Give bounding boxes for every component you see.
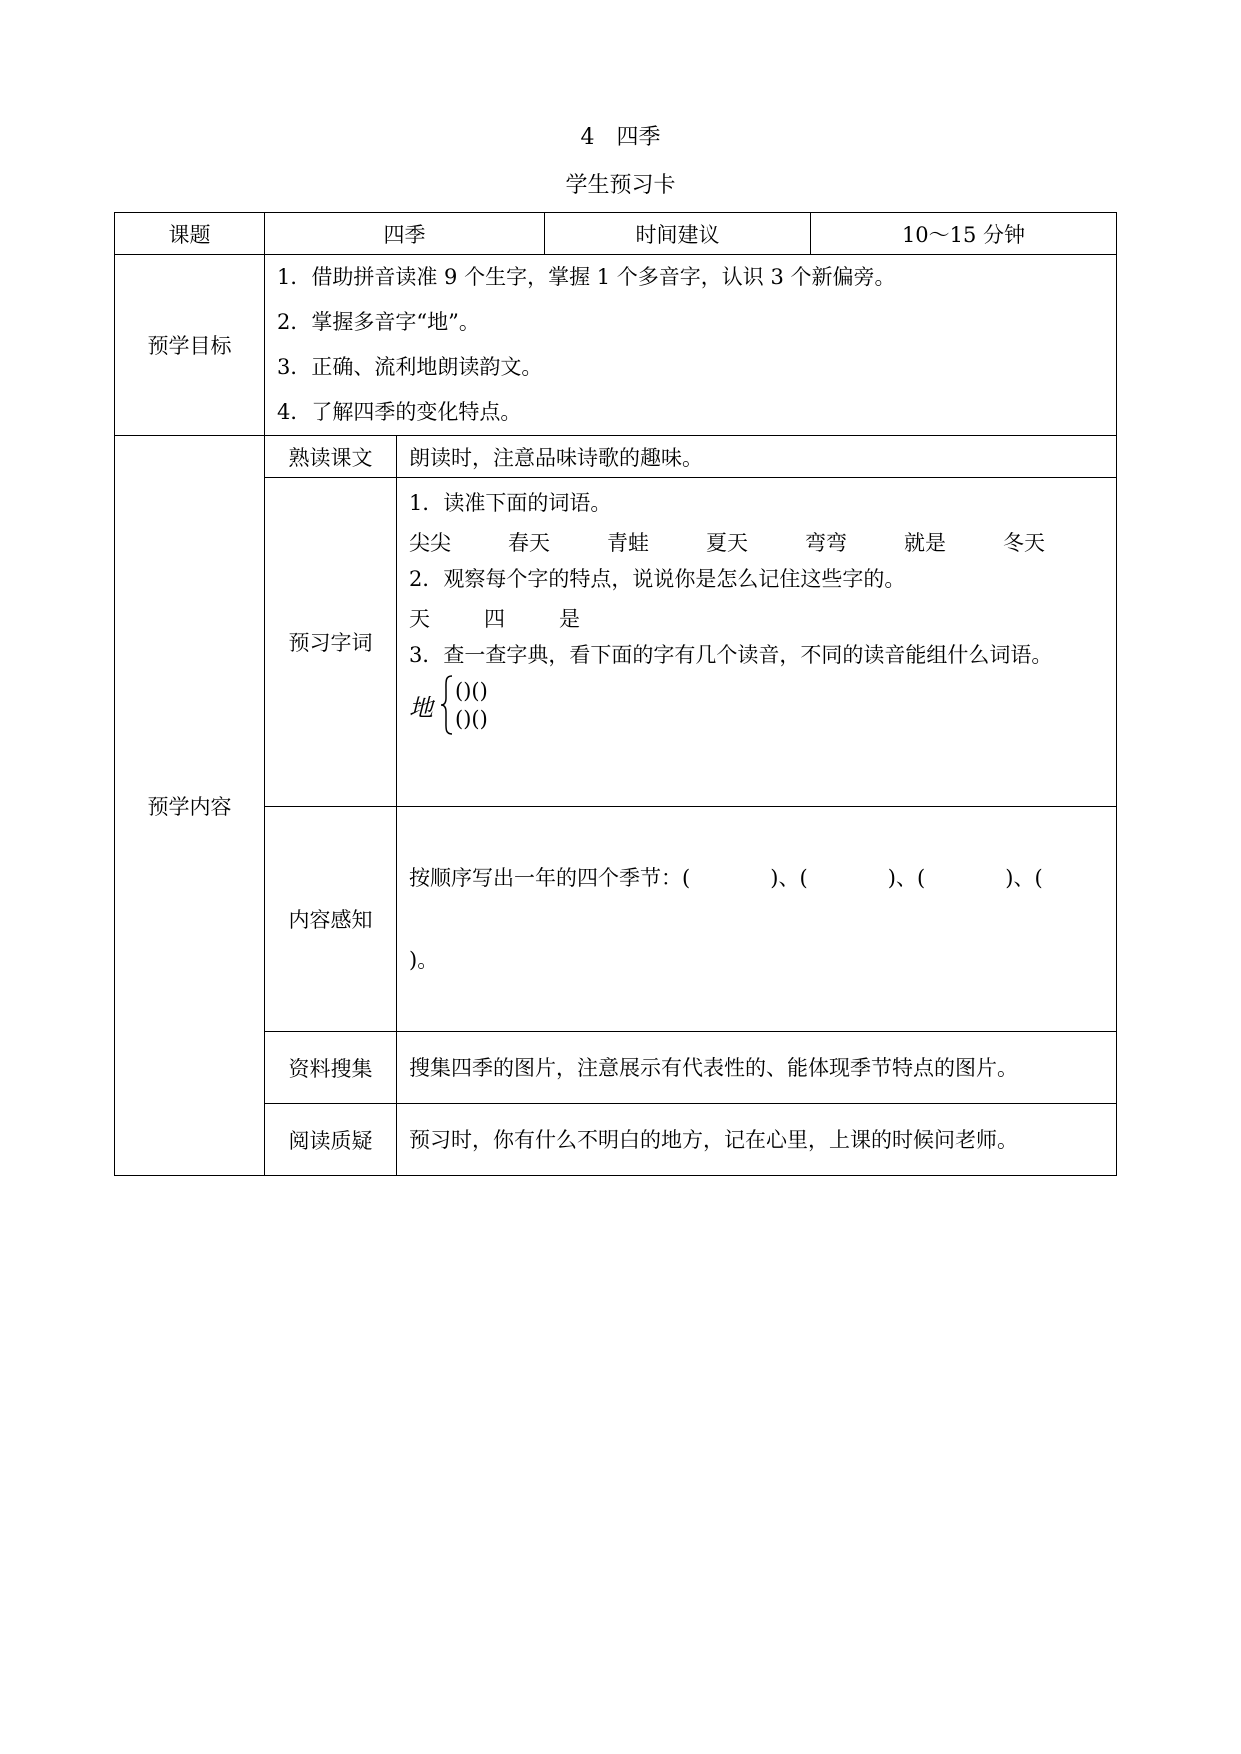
vocab-row [115, 478, 1117, 807]
perception-row [115, 807, 1117, 1032]
vocab-word-list [409, 528, 1104, 558]
preview-card-table [114, 212, 1117, 1176]
goals-label: 预学目标 [115, 255, 265, 436]
collect-label: 资料搜集 [265, 1032, 397, 1104]
vocab-word: 春天 [508, 531, 550, 555]
vocab-task-3: 3．查一查字典，看下面的字有几个读音，不同的读音能组什么词语。 [409, 643, 1053, 667]
vocab-label: 预习字词 [265, 478, 397, 807]
collect-cell [397, 1032, 1117, 1104]
topic-label: 课题 [115, 213, 265, 255]
question-cell [397, 1104, 1117, 1176]
polyphone-block [409, 674, 1104, 736]
goals-cell [265, 255, 1117, 436]
goals-row [115, 255, 1117, 436]
lesson-title [0, 120, 1241, 151]
collect-text: 搜集四季的图片，注意展示有代表性的、能体现季节特点的图片。 [409, 1055, 1018, 1080]
collect-row [115, 1032, 1117, 1104]
time-value: 10～15 分钟 [811, 213, 1117, 255]
char-list [409, 604, 1104, 634]
goal-item: 4．了解四季的变化特点。 [277, 400, 522, 424]
vocab-word: 夏天 [706, 531, 748, 555]
header-row [115, 213, 1117, 255]
question-text: 预习时，你有什么不明白的地方，记在心里，上课的时候问老师。 [409, 1127, 1018, 1152]
vocab-word: 青蛙 [607, 531, 649, 555]
lesson-number: 4 [580, 125, 595, 150]
left-brace-icon [439, 674, 455, 736]
vocab-word: 就是 [904, 531, 946, 555]
vocab-task-1: 1．读准下面的词语。 [409, 491, 612, 515]
reading-text: 朗读时，注意品味诗歌的趣味。 [397, 436, 1117, 478]
perception-text-2: )。 [409, 948, 439, 972]
polyphone-row: ()() [455, 707, 488, 731]
topic-value: 四季 [265, 213, 545, 255]
card-title: 学生预习卡 [565, 173, 676, 198]
lesson-name: 四季 [616, 125, 661, 150]
reading-row [115, 436, 1117, 478]
polyphone-char: 地 [409, 693, 433, 722]
vocab-word: 弯弯 [805, 531, 847, 555]
perception-label: 内容感知 [265, 807, 397, 1032]
vocab-cell [397, 478, 1117, 807]
question-label: 阅读质疑 [265, 1104, 397, 1176]
char-item: 四 [484, 607, 505, 631]
vocab-word: 冬天 [1003, 531, 1045, 555]
goal-item: 2．掌握多音字“地”。 [277, 310, 480, 334]
polyphone-row: ()() [455, 679, 488, 703]
vocab-word: 尖尖 [409, 531, 451, 555]
goal-item: 1．借助拼音读准 9 个生字，掌握 1 个多音字，认识 3 个新偏旁。 [277, 265, 896, 289]
vocab-task-2: 2．观察每个字的特点，说说你是怎么记住这些字的。 [409, 567, 906, 591]
char-item: 是 [559, 607, 580, 631]
char-item: 天 [409, 607, 430, 631]
content-label: 预学内容 [115, 436, 265, 1176]
reading-label: 熟读课文 [265, 436, 397, 478]
question-row [115, 1104, 1117, 1176]
perception-text-1: 按顺序写出一年的四个季节：( )、( )、( )、( [409, 866, 1043, 890]
perception-cell [397, 807, 1117, 1032]
goal-item: 3．正确、流利地朗读韵文。 [277, 355, 543, 379]
polyphone-rows [455, 677, 488, 733]
time-label: 时间建议 [545, 213, 811, 255]
